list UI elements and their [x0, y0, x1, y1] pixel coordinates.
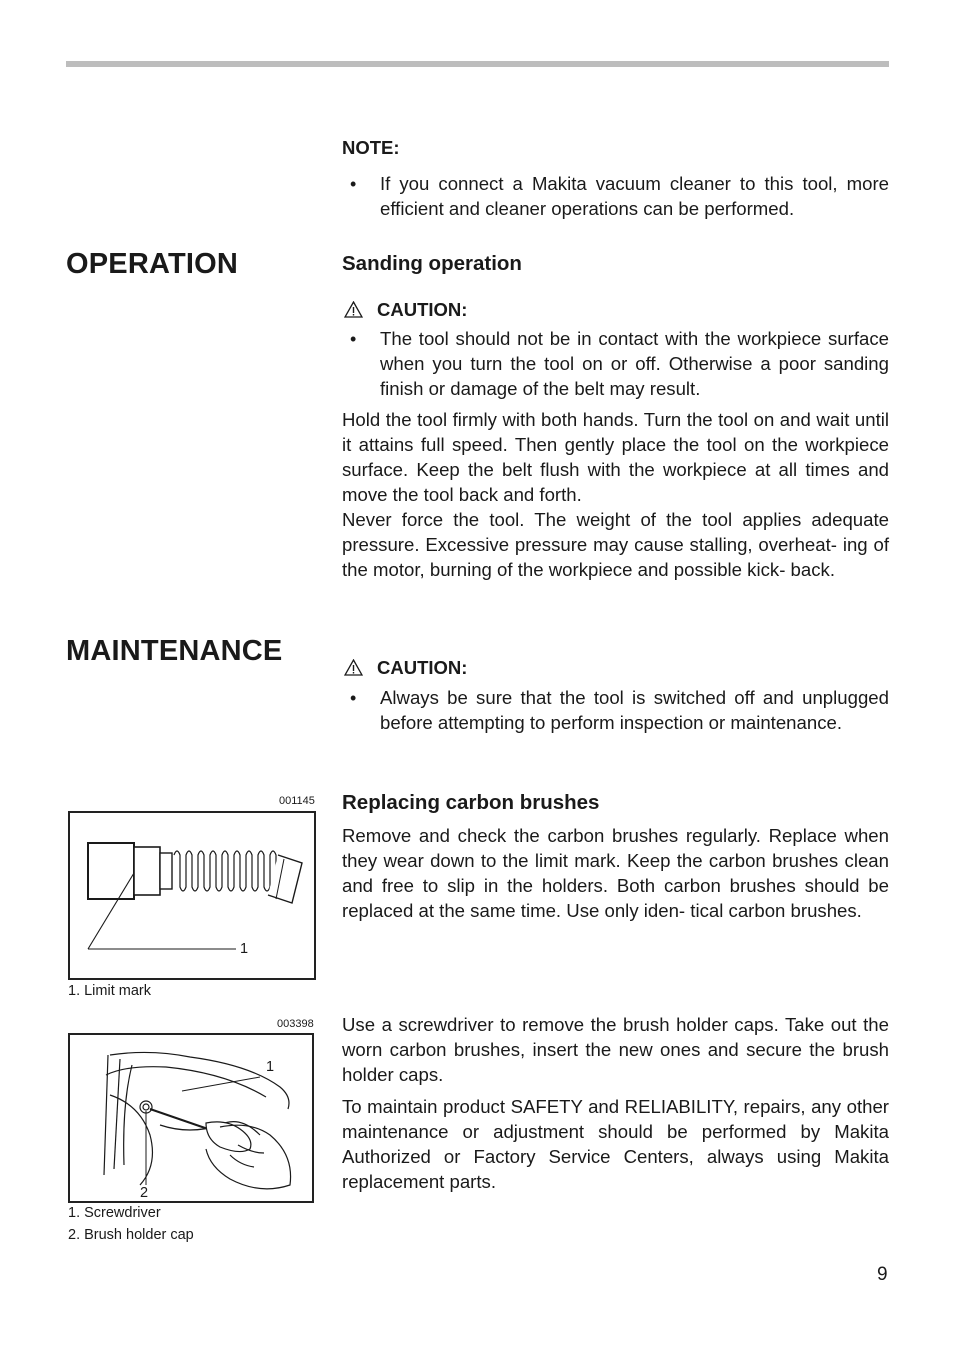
figure-callout: 1 — [240, 941, 249, 957]
note-label: NOTE: — [342, 137, 400, 158]
warning-triangle-icon — [344, 659, 363, 676]
carbon-brush-illustration — [70, 813, 314, 978]
figure-code: 001145 — [279, 795, 315, 807]
operation-paragraph: Hold the tool firmly with both hands. Turn the tool on and wait until it attains full speed. Then gently place the tool on the workpiece surface. Keep the belt flush with the workpiece at all times and move the tool back and forth. — [342, 409, 889, 505]
bullet-icon: • — [350, 174, 357, 194]
section-heading-operation: OPERATION — [66, 248, 239, 280]
note-bullet-text: If you connect a Makita vacuum cleaner to this tool, more efficient and cleaner operations can be performed. — [380, 173, 889, 219]
figure-caption: 2. Brush holder cap — [68, 1227, 194, 1243]
section-heading-maintenance: MAINTENANCE — [66, 635, 283, 667]
page-number: 9 — [877, 1264, 888, 1285]
figure-carbon-brush — [68, 811, 316, 980]
bullet-icon: • — [350, 688, 357, 708]
operation-caution — [344, 299, 467, 321]
maintenance-paragraph: Remove and check the carbon brushes regularly. Replace when they wear down to the limit mark. Keep the carbon brushes clean and free to slip in the holders. Both carbon brushes should be replaced at the same time. Use only iden- tical carbon brushes. — [342, 825, 889, 921]
caution-label: CAUTION: — [377, 657, 468, 678]
subheading-sanding-operation: Sanding operation — [342, 252, 522, 275]
screwdriver-illustration — [70, 1035, 312, 1201]
warning-triangle-icon — [344, 301, 363, 318]
maintenance-caution — [344, 657, 467, 679]
figure-callout: 2 — [140, 1185, 149, 1201]
figure-callout: 1 — [266, 1059, 275, 1075]
maintenance-caution-text: Always be sure that the tool is switched off and unplugged before attempting to perform inspection or maintenance. — [380, 687, 889, 733]
caution-label: CAUTION: — [377, 299, 468, 320]
bullet-icon: • — [350, 329, 357, 349]
figure-caption: 1. Limit mark — [68, 983, 151, 999]
operation-caution-text: The tool should not be in contact with the workpiece surface when you turn the tool on or off. Otherwise a poor sanding finish or damage of the belt may result. — [380, 328, 889, 399]
figure-caption: 1. Screwdriver — [68, 1205, 161, 1221]
maintenance-paragraph: To maintain product SAFETY and RELIABILITY, repairs, any other maintenance or adjustment should be performed by Makita Authorized or Factory Service Centers, always using Makita replacement parts. — [342, 1096, 889, 1192]
figure-screwdriver — [68, 1033, 314, 1203]
header-rule — [66, 61, 889, 67]
operation-paragraph: Never force the tool. The weight of the tool applies adequate pressure. Excessive pressure may cause stalling, overheat- ing of the motor, burning of the workpiece and possible kick- back. — [342, 509, 889, 580]
figure-code: 003398 — [277, 1018, 314, 1030]
maintenance-paragraph: Use a screwdriver to remove the brush holder caps. Take out the worn carbon brushes, insert the new ones and secure the brush holder caps. — [342, 1014, 889, 1085]
subheading-replacing-carbon-brushes: Replacing carbon brushes — [342, 791, 600, 814]
